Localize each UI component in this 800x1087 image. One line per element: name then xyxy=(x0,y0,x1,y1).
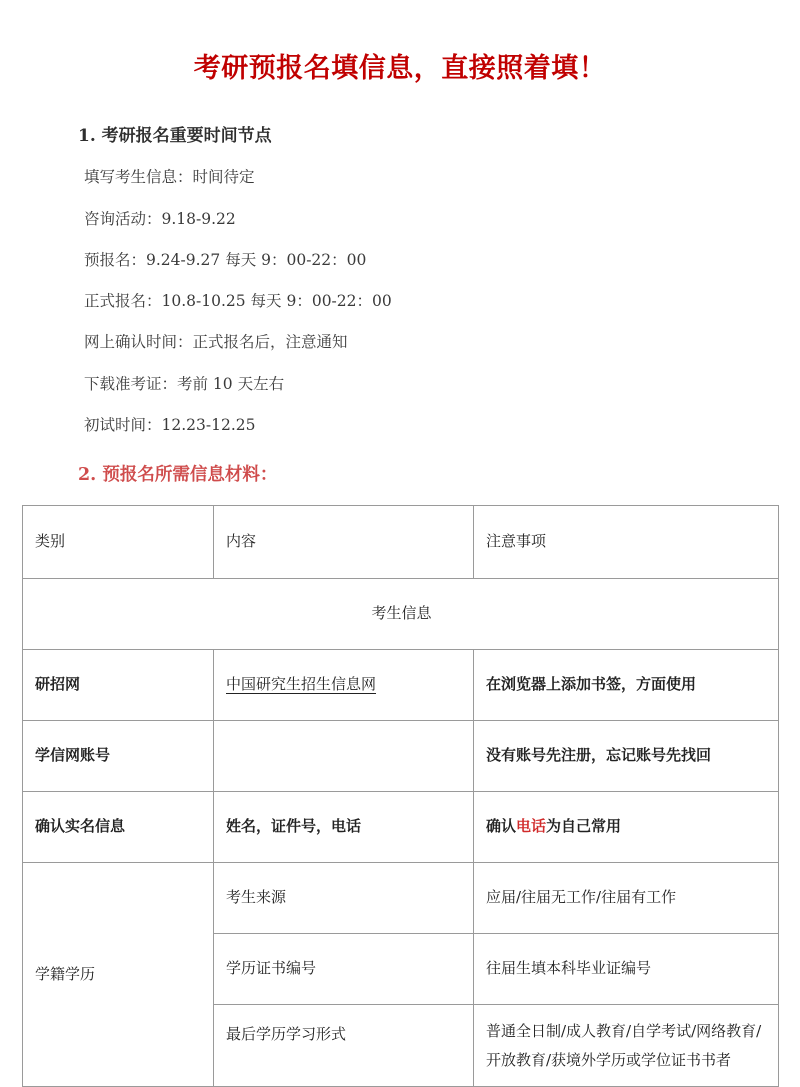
timeline-line-6: 下载准考证：考前 10 天左右 xyxy=(84,374,285,393)
row-note-xuexinwang: 没有账号先注册，忘记账号先找回 xyxy=(474,720,779,791)
row-content-realname: 姓名，证件号，电话 xyxy=(214,791,474,862)
timeline-line-4: 正式报名：10.8-10.25 每天 9：00-22：00 xyxy=(84,292,392,311)
table-row xyxy=(23,720,779,791)
page-title: 考研预报名填信息，直接照着填！ xyxy=(193,53,607,84)
row-content-yanzhaowang xyxy=(214,649,474,720)
row-content-xuexinwang xyxy=(214,720,474,791)
row-category-yanzhaowang: 研招网 xyxy=(23,649,214,720)
table-header-row xyxy=(23,505,779,578)
row-category-xuejixueli: 学籍学历 xyxy=(23,862,214,1087)
row-note-source: 应届/往届无工作/往届有工作 xyxy=(474,862,779,933)
yanzhaowang-link[interactable]: 中国研究生招生信息网 xyxy=(226,674,377,693)
column-header-content: 内容 xyxy=(214,505,474,578)
row-note-certno: 往届生填本科毕业证编号 xyxy=(474,933,779,1004)
row-category-realname: 确认实名信息 xyxy=(23,791,214,862)
materials-table xyxy=(22,505,779,1087)
timeline-line-5: 网上确认时间：正式报名后，注意通知 xyxy=(84,333,348,352)
timeline-line-7: 初试时间：12.23-12.25 xyxy=(84,415,256,434)
section-1-heading: 1. 考研报名重要时间节点 xyxy=(78,125,272,146)
column-header-category: 类别 xyxy=(23,505,214,578)
table-row xyxy=(23,649,779,720)
note-highlight-phone: 电话 xyxy=(516,816,547,835)
row-content-certno: 学历证书编号 xyxy=(214,933,474,1004)
table-group-row xyxy=(23,578,779,649)
timeline-line-1: 填写考生信息：时间待定 xyxy=(84,168,255,187)
row-category-xuexinwang: 学信网账号 xyxy=(23,720,214,791)
row-content-studyform: 最后学历学习形式 xyxy=(214,1004,474,1087)
section-2-heading: 2. 预报名所需信息材料： xyxy=(78,465,278,486)
note-prefix: 确认 xyxy=(486,816,517,835)
timeline-line-2: 咨询活动：9.18-9.22 xyxy=(84,209,236,228)
note-suffix: 为自己常用 xyxy=(546,816,622,835)
column-header-note: 注意事项 xyxy=(474,505,779,578)
row-note-realname xyxy=(474,791,779,862)
table-row xyxy=(23,862,779,933)
group-row-label: 考生信息 xyxy=(23,578,779,649)
materials-table-wrapper xyxy=(0,489,800,1087)
document-body xyxy=(0,86,800,489)
table-row xyxy=(23,791,779,862)
timeline-line-3: 预报名：9.24-9.27 每天 9：00-22：00 xyxy=(84,250,367,269)
row-note-yanzhaowang: 在浏览器上添加书签，方面使用 xyxy=(474,649,779,720)
row-content-source: 考生来源 xyxy=(214,862,474,933)
row-note-studyform: 普通全日制/成人教育/自学考试/网络教育/开放教育/获境外学历或学位证书书者 xyxy=(474,1004,779,1087)
